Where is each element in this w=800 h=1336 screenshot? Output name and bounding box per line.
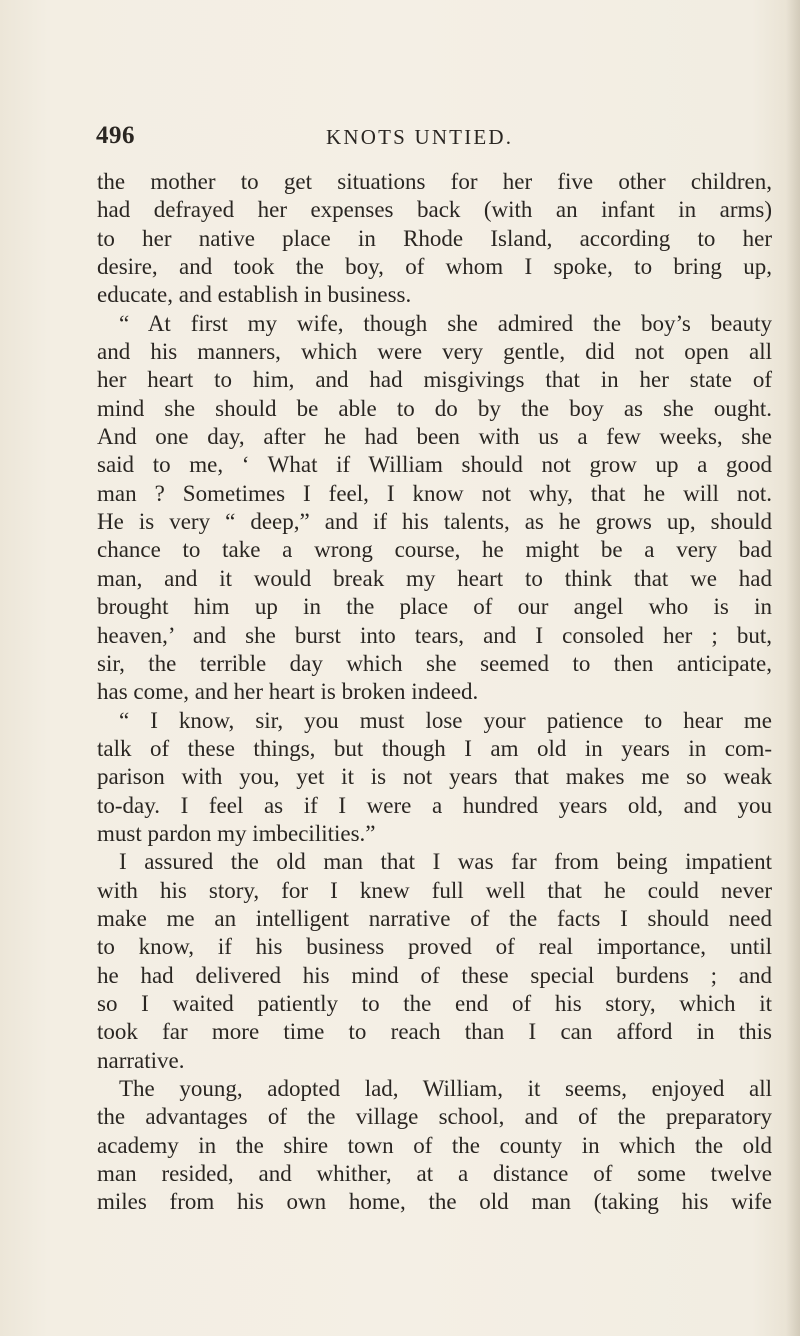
text-line: to her native place in Rhode Island, according to her	[97, 225, 772, 251]
text-line: And one day, after he had been with us a few weeks, she	[97, 424, 772, 450]
text-line: the mother to get situations for her five other children,	[97, 169, 772, 194]
running-head: KNOTS UNTIED.	[326, 125, 514, 149]
text-line: to-day. I feel as if I were a hundred years old, and you	[97, 792, 772, 818]
text-line: narrative.	[97, 1047, 185, 1073]
text-line: sir, the terrible day which she seemed to then anticipate,	[97, 650, 772, 676]
text-line: miles from his own home, the old man (taking his wife	[97, 1189, 772, 1215]
page-header	[0, 122, 800, 158]
text-line: He is very “ deep,” and if his talents, as he grows up, should	[97, 509, 772, 535]
text-line: talk of these things, but though I am old in years in com-	[97, 735, 772, 761]
page-edge-shadow	[786, 0, 800, 1336]
text-line: had defrayed her expenses back (with an infant in arms)	[97, 197, 772, 223]
text-line: man, and it would break my heart to think that we had	[97, 565, 772, 591]
text-line: has come, and her heart is broken indeed.	[97, 679, 479, 705]
text-line: the advantages of the village school, and of the preparatory	[97, 1104, 772, 1130]
text-line: parison with you, yet it is not years that makes me so weak	[97, 764, 772, 790]
text-line: and his manners, which were very gentle, did not open all	[97, 339, 772, 365]
text-line: man resided, and whither, at a distance of some twelve	[97, 1161, 772, 1187]
text-line: brought him up in the place of our angel who is in	[97, 594, 772, 620]
text-line: I assured the old man that I was far from being impatient	[119, 849, 772, 875]
text-line: man ? Sometimes I feel, I know not why, that he will not.	[97, 480, 772, 506]
text-line: “ At first my wife, though she admired the boy’s beauty	[119, 310, 772, 336]
text-line: heaven,’ and she burst into tears, and I consoled her ; but,	[97, 622, 772, 648]
text-line: The young, adopted lad, William, it seems, enjoyed all	[119, 1076, 772, 1101]
text-line: “ I know, sir, you must lose your patience to hear me	[119, 707, 772, 733]
text-line: he had delivered his mind of these special burdens ; and	[97, 962, 772, 988]
text-line: academy in the shire town of the county in which the old	[97, 1132, 772, 1158]
text-line: with his story, for I knew full well that he could never	[97, 877, 772, 903]
body-text	[97, 168, 772, 1217]
text-line: make me an intelligent narrative of the facts I should need	[97, 905, 772, 931]
text-line: so I waited patiently to the end of his story, which it	[97, 990, 772, 1016]
text-line: took far more time to reach than I can afford in this	[97, 1019, 772, 1045]
text-line: educate, and establish in business.	[97, 282, 412, 308]
page-number: 496	[96, 122, 135, 149]
text-line: must pardon my imbecilities.”	[97, 820, 376, 846]
text-line: her heart to him, and had misgivings that in her state of	[97, 367, 772, 393]
text-line: to know, if his business proved of real importance, until	[97, 934, 772, 960]
text-line: said to me, ‘ What if William should not grow up a good	[97, 452, 772, 478]
text-line: desire, and took the boy, of whom I spoke, to bring up,	[97, 254, 772, 280]
text-line: mind she should be able to do by the boy as she ought.	[97, 395, 772, 421]
text-line: chance to take a wrong course, he might be a very bad	[97, 537, 772, 563]
